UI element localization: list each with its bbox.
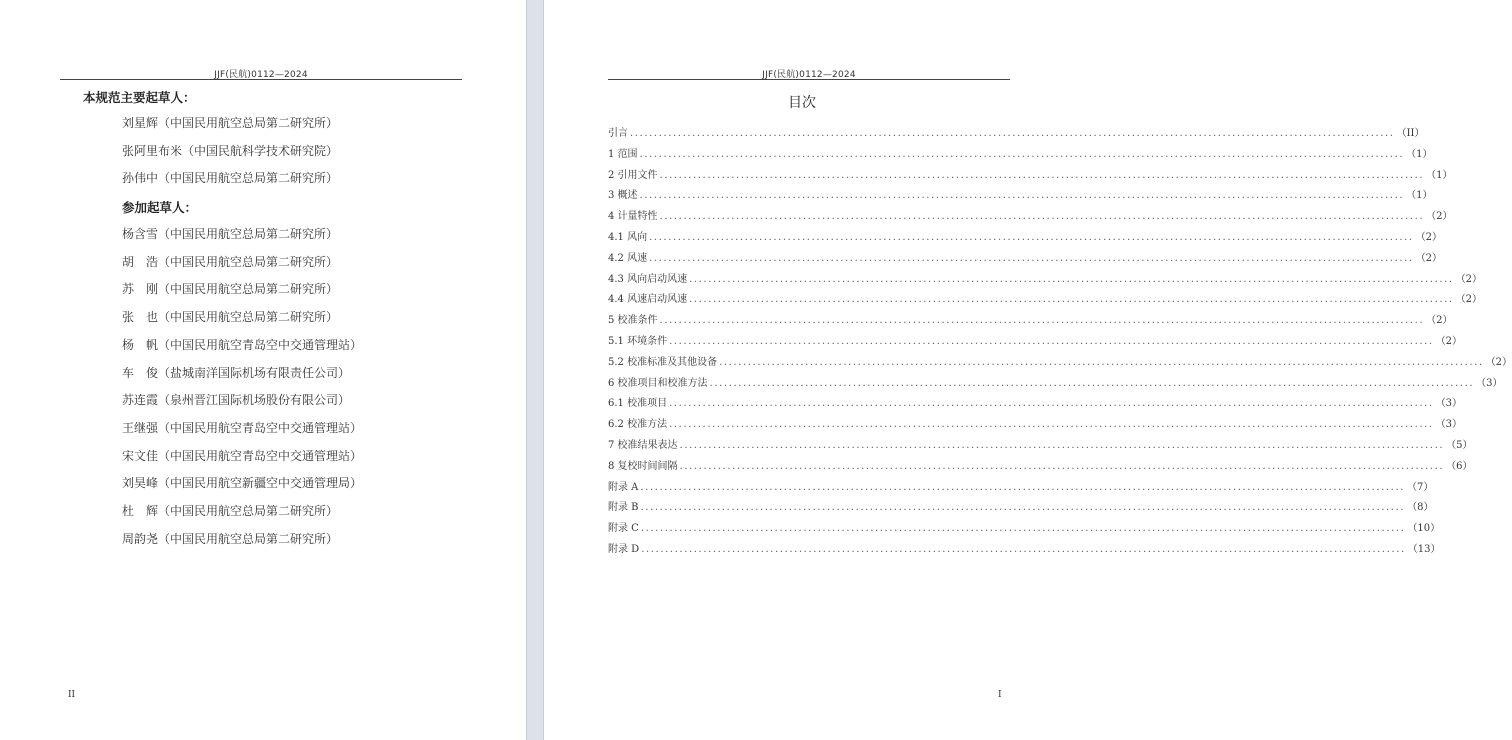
- toc-leader-dots: ................................................................................................................................................................: [640, 481, 1405, 493]
- toc-entry-page: （2）: [1435, 336, 1463, 347]
- toc-leader-dots: ................................................................................................................................................................: [679, 460, 1445, 472]
- toc-entry-title: 引言: [608, 128, 628, 139]
- drafter-organization: （泉州晋江国际机场股份有限公司）: [158, 393, 351, 408]
- toc-leader-dots: ................................................................................................................................................................: [669, 419, 1434, 431]
- toc-entry-page: （5）: [1446, 440, 1473, 451]
- toc-entry-page: （6）: [1446, 460, 1473, 472]
- drafter-name: 周韵尧: [122, 531, 159, 546]
- drafter-organization: （中国民用航空新疆空中交通管理局）: [158, 476, 363, 491]
- drafter-organization: （中国民航科学技术研究院）: [182, 143, 339, 158]
- toc-entry-page: （8）: [1407, 502, 1434, 514]
- drafter-organization: （中国民用航空总局第二研究所）: [158, 504, 339, 518]
- drafter-name: 刘星辉: [122, 116, 159, 130]
- drafter-name: 孙伟中: [122, 171, 159, 186]
- toc-entry-page: （3）: [1435, 398, 1463, 410]
- drafter-name: 王继强: [122, 420, 159, 435]
- drafter-organization: （中国民用航空总局第二研究所）: [158, 171, 339, 186]
- toc-entry[interactable]: [608, 519, 1441, 535]
- drafter-name: 苏 刚: [122, 282, 159, 297]
- drafter-entry: [122, 336, 362, 353]
- toc-entry-title: 4.3 风向启动风速: [608, 273, 688, 285]
- toc-entry-page: （2）: [1485, 356, 1512, 368]
- right-page: [544, 0, 1512, 740]
- drafter-name: 杨 帆: [122, 337, 159, 352]
- toc-leader-dots: ................................................................................................................................................................: [641, 544, 1406, 555]
- toc-leader-dots: ................................................................................................................................................................: [649, 252, 1414, 264]
- toc-entry[interactable]: [608, 374, 1503, 390]
- page-gutter: [526, 0, 544, 740]
- toc-entry-title: 附录 C: [608, 523, 639, 535]
- toc-entry-title: 4 计量特性: [608, 211, 658, 223]
- toc-leader-dots: ................................................................................................................................................................: [659, 315, 1425, 327]
- drafter-entry: [122, 142, 338, 159]
- toc-entry[interactable]: [608, 415, 1463, 431]
- toc-leader-dots: ................................................................................................................................................................: [639, 190, 1405, 202]
- main-drafters-title: 本规范主要起草人：: [83, 90, 196, 105]
- toc-entry[interactable]: [608, 270, 1483, 286]
- toc-entry-page: （2）: [1415, 252, 1443, 264]
- drafter-entry: [122, 474, 362, 491]
- drafter-name: 胡 浩: [122, 254, 159, 269]
- toc-entry-page: （1）: [1426, 169, 1453, 181]
- toc-entry-page: （3）: [1476, 377, 1503, 389]
- toc-entry-title: 8 复校时间间隔: [608, 460, 678, 472]
- drafter-entry: [122, 253, 338, 270]
- toc-entry[interactable]: [608, 186, 1433, 202]
- drafter-entry: [122, 114, 338, 131]
- toc-entry-title: 3 概述: [608, 190, 638, 202]
- toc-leader-dots: ................................................................................................................................................................: [719, 356, 1484, 368]
- drafter-entry: [122, 502, 338, 519]
- drafter-organization: （中国民用航空总局第二研究所）: [158, 282, 339, 297]
- toc-entry-page: （2）: [1455, 294, 1483, 306]
- running-header: JJF(民航)0112—2024: [762, 70, 856, 80]
- toc-entry-page: （2）: [1426, 211, 1453, 223]
- toc-entry[interactable]: [608, 311, 1453, 327]
- drafter-name: 张 也: [122, 310, 159, 325]
- toc-entry-title: 附录 A: [608, 481, 639, 493]
- participating-drafters-title: 参加起草人：: [122, 200, 198, 215]
- toc-entry-page: （2）: [1426, 315, 1453, 327]
- toc-entry[interactable]: [608, 207, 1453, 223]
- drafter-entry: [122, 225, 338, 242]
- drafter-name: 宋文佳: [122, 448, 159, 463]
- toc-entry-title: 4.1 风向: [608, 232, 648, 243]
- drafter-organization: （中国民用航空青岛空中交通管理站）: [158, 337, 363, 352]
- toc-leader-dots: ................................................................................................................................................................: [640, 502, 1406, 514]
- toc-entry[interactable]: [608, 457, 1473, 473]
- drafter-name: 杨含雪: [122, 227, 159, 241]
- toc-entry-page: （2）: [1455, 273, 1483, 285]
- drafter-entry: [122, 169, 338, 186]
- drafter-entry: [122, 447, 362, 464]
- drafter-entry: [122, 308, 338, 325]
- toc-leader-dots: ................................................................................................................................................................: [640, 523, 1406, 535]
- page-number: I: [998, 690, 1002, 700]
- toc-leader-dots: ................................................................................................................................................................: [689, 273, 1454, 285]
- drafter-name: 张阿里布米: [122, 143, 183, 158]
- toc-leader-dots: ................................................................................................................................................................: [630, 128, 1395, 139]
- drafter-organization: （中国民用航空总局第二研究所）: [158, 227, 339, 241]
- page-number: II: [68, 690, 76, 700]
- toc-entry[interactable]: [608, 394, 1463, 410]
- toc-entry-title: 7 校准结果表达: [608, 440, 678, 451]
- drafter-organization: （中国民用航空总局第二研究所）: [158, 531, 339, 546]
- toc-entry-title: 4.2 风速: [608, 252, 648, 264]
- toc-leader-dots: ................................................................................................................................................................: [659, 211, 1425, 223]
- toc-entry[interactable]: [608, 228, 1443, 244]
- left-page: [0, 0, 526, 740]
- toc-entry[interactable]: [608, 478, 1434, 494]
- toc-entry[interactable]: [608, 540, 1441, 556]
- drafter-name: 苏连霞: [122, 393, 159, 408]
- drafter-entry: [122, 419, 362, 436]
- toc-entry-page: （1）: [1406, 148, 1433, 160]
- toc-entry-title: 4.4 风速启动风速: [608, 294, 688, 306]
- drafter-organization: （中国民用航空总局第二研究所）: [158, 116, 339, 130]
- header-rule: [608, 79, 1010, 80]
- toc-entry[interactable]: [608, 249, 1443, 265]
- toc-entry[interactable]: [608, 124, 1425, 140]
- toc-entry-title: 1 范围: [608, 148, 638, 160]
- drafter-organization: （中国民用航空青岛空中交通管理站）: [158, 420, 363, 435]
- toc-entry-page: （2）: [1415, 232, 1443, 243]
- header-rule: [60, 79, 462, 80]
- toc-entry-page: （13）: [1407, 544, 1441, 555]
- drafter-name: 刘昊峰: [122, 476, 159, 491]
- drafter-name: 车 俊: [122, 365, 159, 380]
- toc-entry-title: 附录 B: [608, 502, 639, 514]
- toc-entry[interactable]: [608, 166, 1453, 182]
- drafter-organization: （中国民用航空青岛空中交通管理站）: [158, 448, 363, 463]
- running-header: JJF(民航)0112—2024: [214, 70, 308, 80]
- toc-leader-dots: ................................................................................................................................................................: [659, 169, 1425, 181]
- toc-entry-page: （3）: [1435, 419, 1463, 431]
- drafter-organization: （中国民用航空总局第二研究所）: [158, 310, 339, 325]
- toc-entry[interactable]: [608, 290, 1483, 306]
- toc-entry-title: 6.1 校准项目: [608, 398, 668, 410]
- toc-entry-title: 6.2 校准方法: [608, 419, 668, 431]
- toc-entry-title: 6 校准项目和校准方法: [608, 377, 708, 389]
- toc-entry-title: 5 校准条件: [608, 315, 658, 327]
- toc-entry-title: 5.1 环境条件: [608, 336, 668, 347]
- toc-entry-title: 2 引用文件: [608, 169, 658, 181]
- toc-leader-dots: ................................................................................................................................................................: [679, 440, 1445, 451]
- toc-entry[interactable]: [608, 353, 1512, 369]
- toc-entry-page: （II）: [1396, 128, 1425, 139]
- toc-entry-title: 5.2 校准标准及其他设备: [608, 356, 718, 368]
- toc-entry[interactable]: [608, 145, 1433, 161]
- toc-entry-page: （7）: [1407, 481, 1434, 493]
- toc-leader-dots: ................................................................................................................................................................: [639, 148, 1405, 160]
- drafter-entry: [122, 530, 338, 547]
- drafter-organization: （中国民用航空总局第二研究所）: [158, 254, 339, 269]
- toc-leader-dots: ................................................................................................................................................................: [709, 377, 1475, 389]
- toc-entry[interactable]: [608, 436, 1473, 452]
- drafter-organization: （盐城南洋国际机场有限责任公司）: [158, 365, 351, 380]
- toc-entry-title: 附录 D: [608, 544, 640, 555]
- drafter-entry: [122, 280, 338, 297]
- toc-entry[interactable]: [608, 332, 1463, 348]
- toc-leader-dots: ................................................................................................................................................................: [649, 232, 1414, 243]
- toc-leader-dots: ................................................................................................................................................................: [689, 294, 1454, 306]
- toc-title: 目次: [788, 95, 816, 111]
- drafter-name: 杜 辉: [122, 504, 159, 518]
- toc-entry-page: （1）: [1406, 190, 1433, 202]
- toc-entry-page: （10）: [1407, 523, 1441, 535]
- drafter-entry: [122, 364, 350, 381]
- drafter-entry: [122, 391, 350, 408]
- toc-entry[interactable]: [608, 498, 1434, 514]
- toc-leader-dots: ................................................................................................................................................................: [669, 336, 1434, 347]
- toc-leader-dots: ................................................................................................................................................................: [669, 398, 1434, 410]
